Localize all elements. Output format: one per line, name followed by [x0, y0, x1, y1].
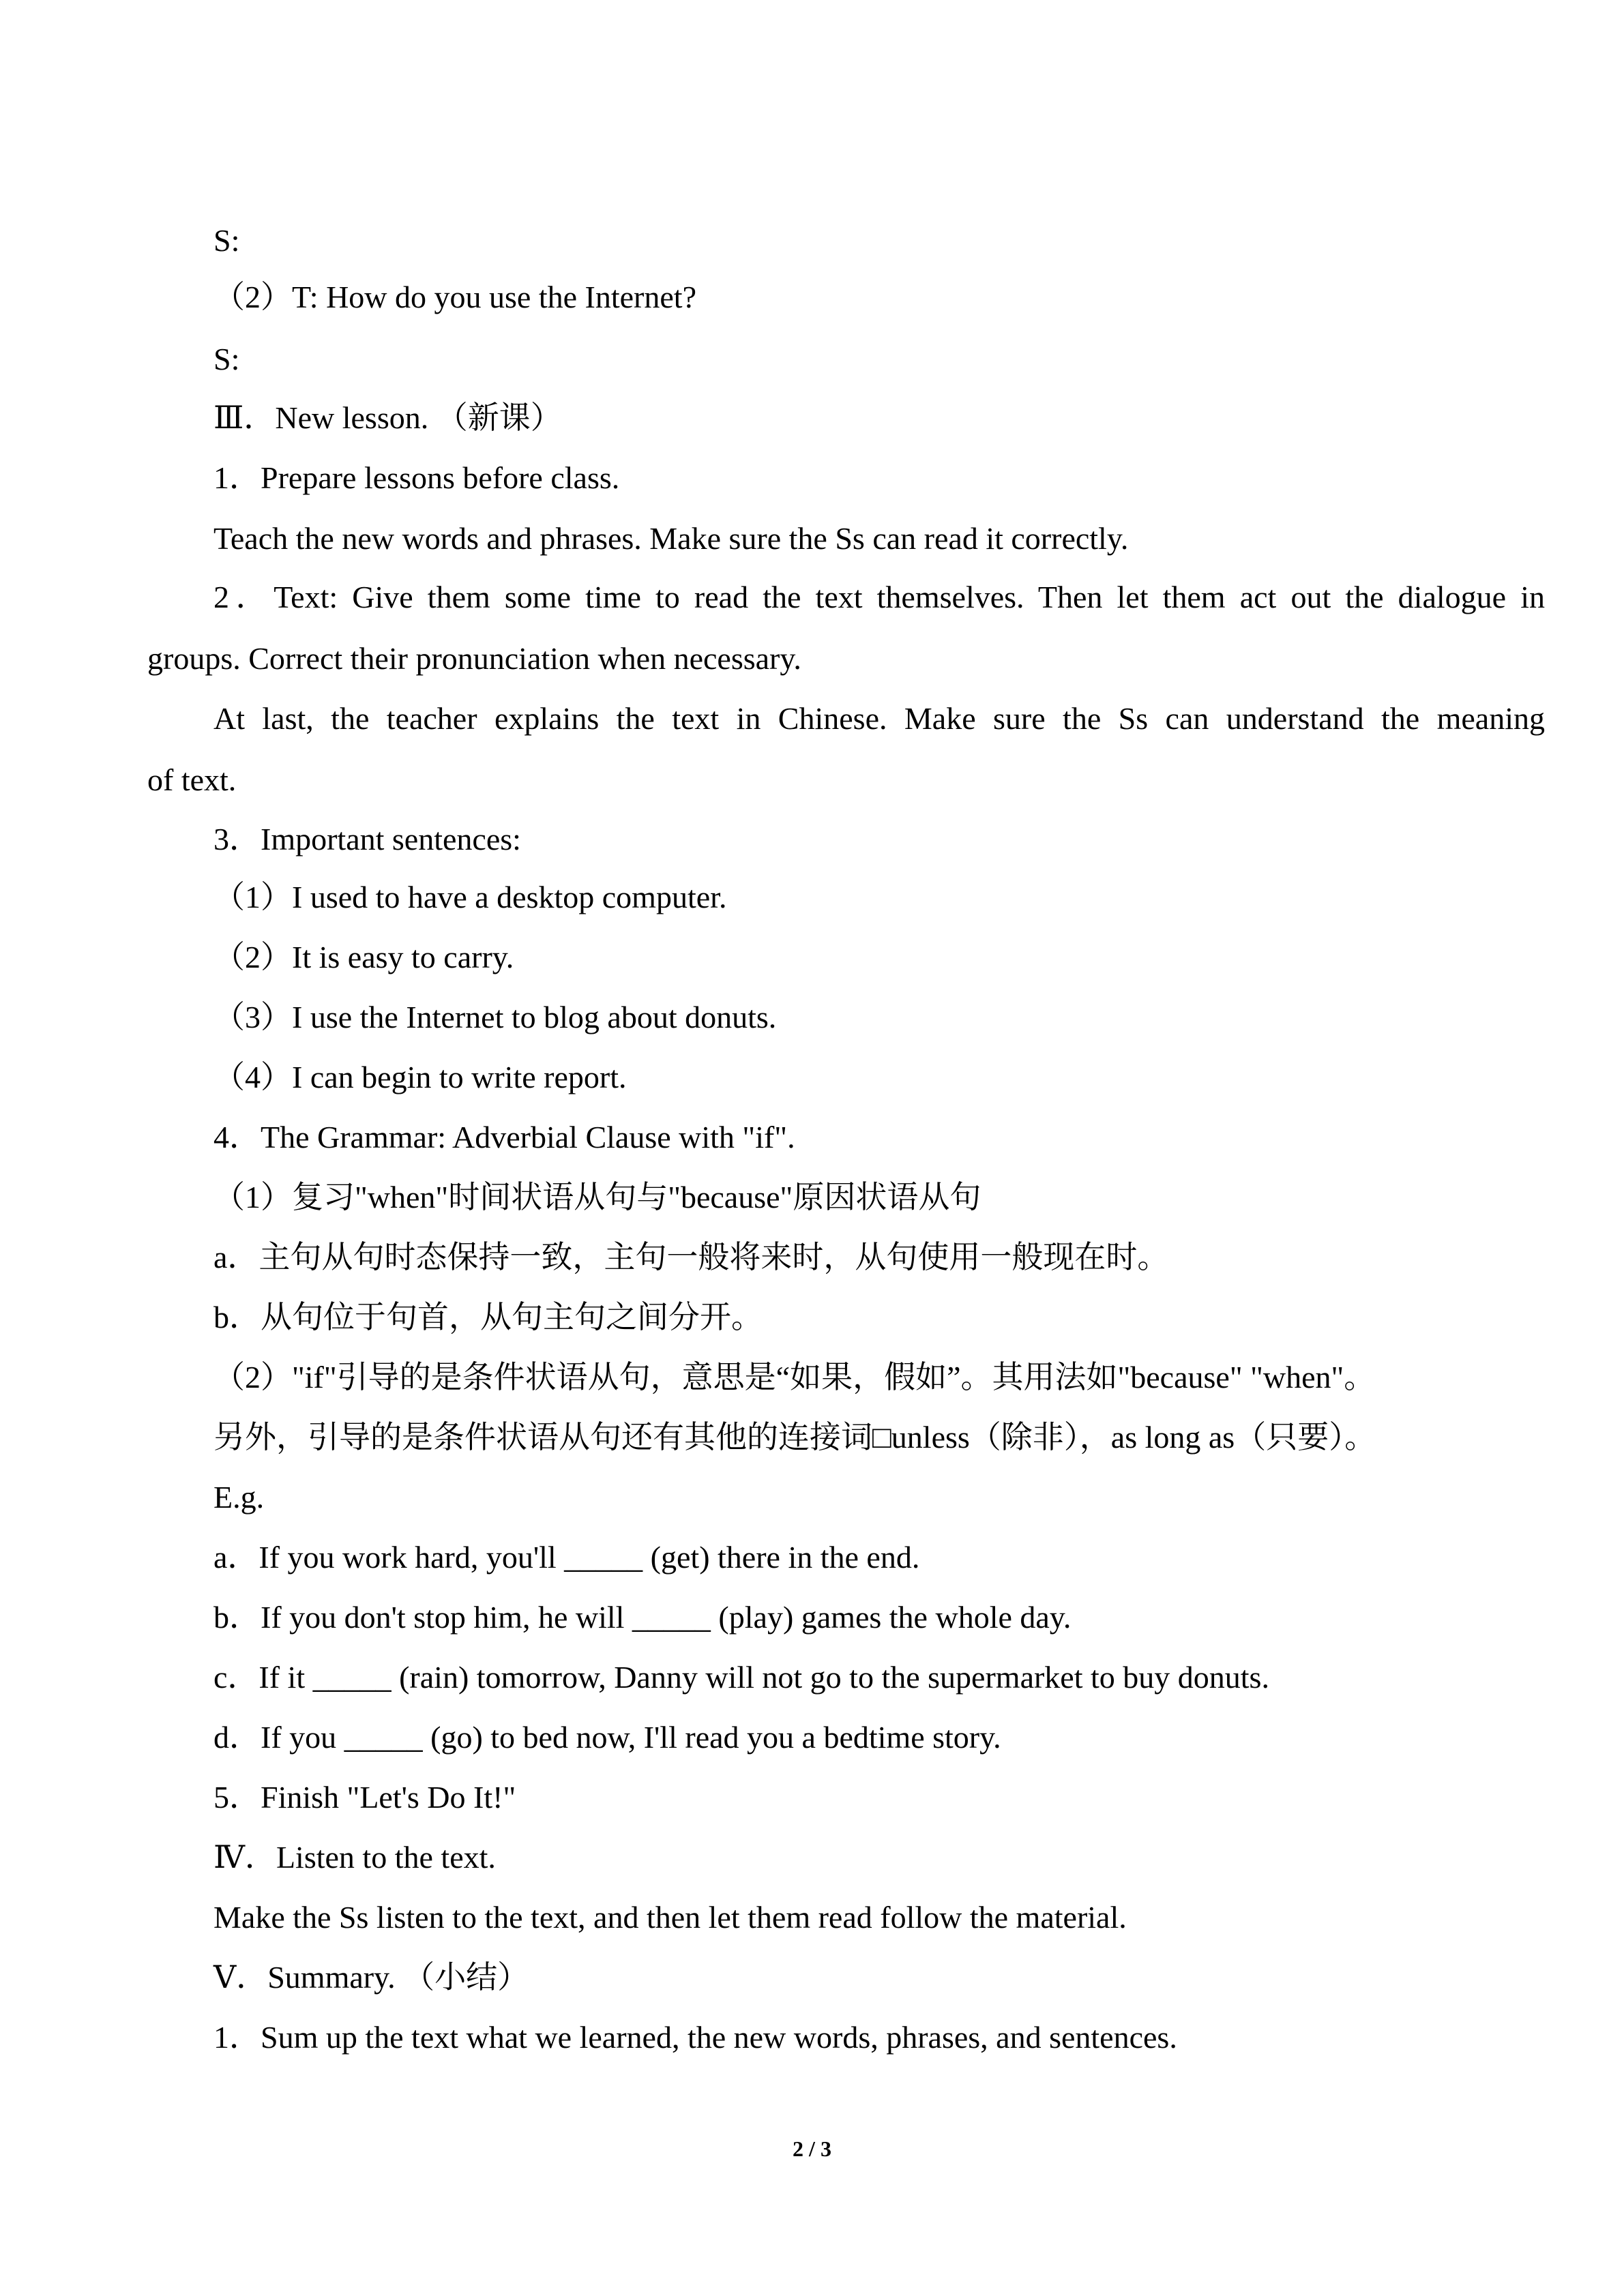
section-heading: Ⅴ．Summary. （小结） — [213, 1960, 529, 1995]
text-line: of text. — [147, 762, 237, 797]
exercise-line: d．If you _____ (go) to bed now, I'll read you a bedtime story. — [213, 1720, 1001, 1755]
text-line: （2）T: How do you use the Internet? — [213, 280, 696, 314]
text-line: （2）It is easy to carry. — [213, 940, 514, 974]
text-line: （1）复习"when"时间状语从句与"because"原因状语从句 — [213, 1180, 981, 1214]
text-line: a．主句从句时态保持一致，主句一般将来时，从句使用一般现在时。 — [213, 1240, 1169, 1274]
exercise-line: a．If you work hard, you'll _____ (get) there in the end. — [213, 1540, 920, 1575]
text-line: （2）"if"引导的是条件状语从句，意思是“如果，假如”。其用法如"because" "when"。 — [213, 1360, 1376, 1395]
text-line: （3）I use the Internet to blog about donuts. — [213, 1000, 777, 1034]
text-line: At last, the teacher explains the text in Chinese. Make sure the Ss can understand the meaning — [213, 701, 1545, 736]
text-line: （4）I can begin to write report. — [213, 1060, 627, 1094]
text-line: 5．Finish "Let's Do It!" — [213, 1780, 516, 1815]
text-line: S: — [213, 223, 240, 258]
exercise-line: c．If it _____ (rain) tomorrow, Danny will not go to the supermarket to buy donuts. — [213, 1660, 1269, 1695]
exercise-line: b．If you don't stop him, he will _____ (play) games the whole day. — [213, 1600, 1072, 1635]
text-line: Teach the new words and phrases. Make sure the Ss can read it correctly. — [213, 521, 1129, 556]
text-line: groups. Correct their pronunciation when necessary. — [147, 641, 801, 676]
text-line: 3．Important sentences: — [213, 822, 521, 856]
text-line: 1．Sum up the text what we learned, the new words, phrases, and sentences. — [213, 2020, 1177, 2055]
text-line: 4．The Grammar: Adverbial Clause with "if". — [213, 1120, 795, 1154]
section-heading: Ⅳ．Listen to the text. — [213, 1840, 496, 1875]
text-line: b．从句位于句首，从句主句之间分开。 — [213, 1300, 763, 1335]
page-number: 2 / 3 — [793, 2136, 831, 2161]
text-line: （1）I used to have a desktop computer. — [213, 880, 727, 914]
text-line: 1．Prepare lessons before class. — [213, 460, 620, 495]
text-line: 另外，引导的是条件状语从句还有其他的连接词□unless（除非），as long as（只要）。 — [213, 1420, 1376, 1455]
text-line: S: — [213, 342, 240, 376]
text-line: E.g. — [213, 1480, 265, 1515]
text-line: Make the Ss listen to the text, and then let them read follow the material. — [213, 1900, 1127, 1935]
text-line: 2．Text: Give them some time to read the text themselves. Then let them act out the dialogue in — [213, 580, 1545, 614]
section-heading: Ⅲ．New lesson. （新课） — [213, 400, 562, 435]
